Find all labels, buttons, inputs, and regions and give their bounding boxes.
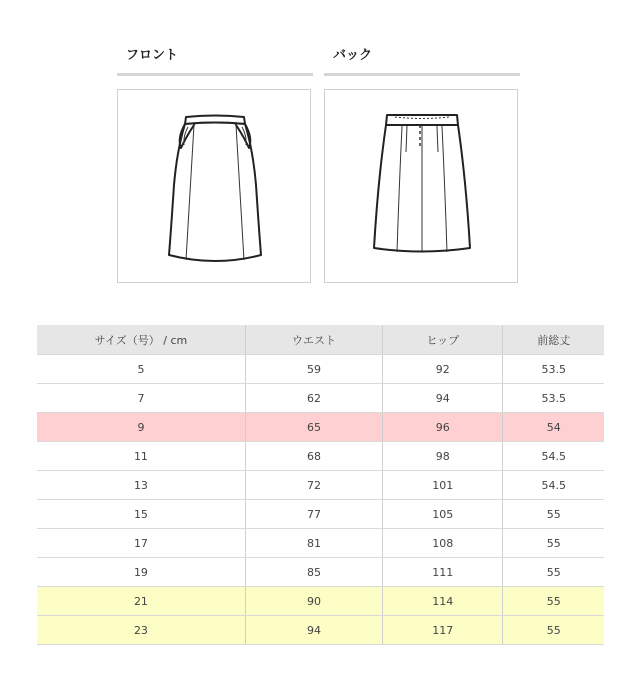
table-row-highlighted bbox=[37, 616, 604, 645]
cell-size: 5 bbox=[37, 355, 245, 384]
cell-waist: 85 bbox=[245, 558, 382, 587]
header-front-length: 前総丈 bbox=[503, 325, 604, 355]
cell-hip: 98 bbox=[383, 442, 503, 471]
cell-hip: 105 bbox=[383, 500, 503, 529]
cell-front-length: 55 bbox=[503, 616, 604, 645]
table-row bbox=[37, 500, 604, 529]
cell-waist: 65 bbox=[245, 413, 382, 442]
cell-waist: 94 bbox=[245, 616, 382, 645]
cell-size: 21 bbox=[37, 587, 245, 616]
cell-front-length: 54 bbox=[503, 413, 604, 442]
cell-front-length: 55 bbox=[503, 529, 604, 558]
size-table-header bbox=[37, 325, 604, 355]
skirt-back-illustration bbox=[325, 90, 519, 284]
cell-waist: 62 bbox=[245, 384, 382, 413]
cell-hip: 111 bbox=[383, 558, 503, 587]
cell-waist: 77 bbox=[245, 500, 382, 529]
cell-front-length: 54.5 bbox=[503, 442, 604, 471]
header-waist: ウエスト bbox=[245, 325, 382, 355]
table-row bbox=[37, 384, 604, 413]
cell-hip: 96 bbox=[383, 413, 503, 442]
cell-waist: 68 bbox=[245, 442, 382, 471]
cell-waist: 72 bbox=[245, 471, 382, 500]
table-row bbox=[37, 355, 604, 384]
cell-front-length: 54.5 bbox=[503, 471, 604, 500]
cell-front-length: 55 bbox=[503, 500, 604, 529]
cell-size: 23 bbox=[37, 616, 245, 645]
cell-hip: 117 bbox=[383, 616, 503, 645]
cell-size: 11 bbox=[37, 442, 245, 471]
cell-size: 15 bbox=[37, 500, 245, 529]
table-row bbox=[37, 558, 604, 587]
cell-hip: 101 bbox=[383, 471, 503, 500]
table-row bbox=[37, 471, 604, 500]
cell-size: 17 bbox=[37, 529, 245, 558]
header-hip: ヒップ bbox=[383, 325, 503, 355]
cell-front-length: 55 bbox=[503, 587, 604, 616]
table-row-highlighted bbox=[37, 413, 604, 442]
cell-waist: 90 bbox=[245, 587, 382, 616]
cell-front-length: 55 bbox=[503, 558, 604, 587]
cell-front-length: 53.5 bbox=[503, 355, 604, 384]
cell-waist: 81 bbox=[245, 529, 382, 558]
cell-size: 13 bbox=[37, 471, 245, 500]
cell-size: 9 bbox=[37, 413, 245, 442]
front-view-rule bbox=[117, 73, 313, 76]
cell-hip: 94 bbox=[383, 384, 503, 413]
front-view-label: フロント bbox=[126, 48, 179, 63]
size-table bbox=[37, 325, 604, 645]
cell-size: 19 bbox=[37, 558, 245, 587]
table-row-highlighted bbox=[37, 587, 604, 616]
table-row bbox=[37, 442, 604, 471]
cell-hip: 92 bbox=[383, 355, 503, 384]
cell-front-length: 53.5 bbox=[503, 384, 604, 413]
cell-waist: 59 bbox=[245, 355, 382, 384]
back-view-rule bbox=[324, 73, 520, 76]
table-row bbox=[37, 529, 604, 558]
cell-hip: 114 bbox=[383, 587, 503, 616]
back-view-label: バック bbox=[333, 48, 373, 63]
front-view-box bbox=[117, 89, 311, 283]
skirt-front-illustration bbox=[118, 90, 312, 284]
cell-hip: 108 bbox=[383, 529, 503, 558]
cell-size: 7 bbox=[37, 384, 245, 413]
header-size: サイズ（号） / cm bbox=[37, 325, 245, 355]
back-view-box bbox=[324, 89, 518, 283]
